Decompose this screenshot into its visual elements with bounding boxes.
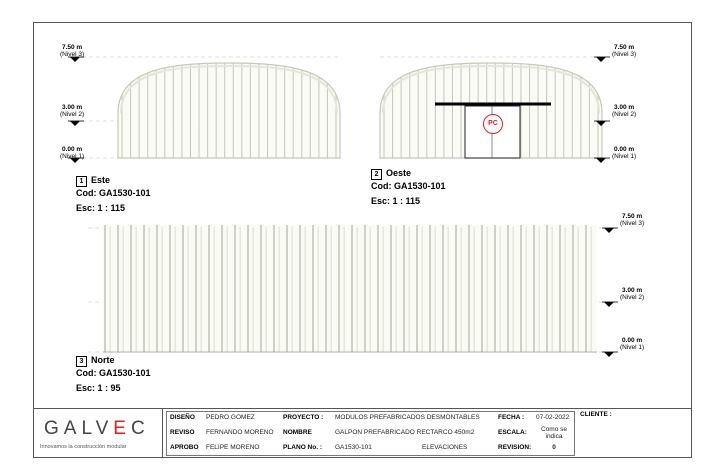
view-scale: Esc: 1 : 115 <box>371 196 421 206</box>
nombre-label: NOMBRE <box>283 429 312 436</box>
view-name: Este <box>91 175 111 185</box>
plano-label: PLANO No. : <box>283 444 322 451</box>
escala-label: ESCALA: <box>498 429 527 436</box>
view-code: Cod: GA1530-101 <box>76 188 151 198</box>
plano-value: GA1530-101 <box>335 444 372 451</box>
level-label-3: 7.50 m (Nivel 3) <box>60 44 85 58</box>
level-marker-icon <box>604 228 614 233</box>
company-logo <box>34 409 163 458</box>
view-code: Cod: GA1530-101 <box>76 368 151 378</box>
cliente-label: CLIENTE : <box>580 411 612 418</box>
view-number: 2 <box>371 169 382 180</box>
view-scale: Esc: 1 : 115 <box>76 203 126 213</box>
plano-description: ELEVACIONES <box>422 444 468 451</box>
brand-tagline: Innovamos la construcción modular <box>40 444 127 450</box>
revision-label: REVISION: <box>498 444 532 451</box>
brand-wordmark: GALVEC <box>44 418 150 439</box>
arch-outline <box>118 63 340 158</box>
proyecto-label: PROYECTO : <box>283 414 324 421</box>
fecha-value: 07-02-2022 <box>536 414 570 421</box>
arch-oeste <box>380 58 602 158</box>
level-marker-icon <box>604 302 614 307</box>
proyecto-value: MODULOS PREFABRICADOS DESMONTABLES <box>335 414 480 421</box>
reviso-value: FERNANDO MORENO <box>206 429 274 436</box>
level-marker-icon <box>596 57 606 62</box>
view-code: Cod: GA1530-101 <box>371 181 446 191</box>
level-label-1: 0.00 m (Nivel 1) <box>60 146 85 160</box>
level-marker-icon <box>604 352 614 357</box>
aprobo-label: APROBO <box>170 444 199 451</box>
view-scale: Esc: 1 : 95 <box>76 383 121 393</box>
nombre-value: GALPON PREFABRICADO RECTARCO 450m2 <box>335 429 475 436</box>
brand-accent-letter: E <box>113 418 131 439</box>
level-label-2: 3.00 m (Nivel 2) <box>60 104 85 118</box>
escala-value: Como se indica <box>540 426 567 440</box>
level-label-2-north: 3.00 m (Nivel 2) <box>620 287 645 301</box>
view-title-norte <box>76 354 151 394</box>
level-marker-icon <box>596 158 606 163</box>
revision-value: 0 <box>552 444 556 451</box>
title-block <box>34 408 691 458</box>
aprobo-value: FELIPE MORENO <box>206 444 260 451</box>
view-number: 3 <box>76 356 87 367</box>
diseno-value: PEDRO GOMEZ <box>206 414 255 421</box>
arch-este <box>118 58 340 158</box>
level-label-1-right: 0.00 m (Nivel 1) <box>612 146 637 160</box>
level-marker-icon <box>70 121 80 126</box>
view-title-este <box>76 174 151 214</box>
fecha-label: FECHA : <box>498 414 525 421</box>
north-wall <box>103 225 597 352</box>
level-label-3-north: 7.50 m (Nivel 3) <box>620 213 645 227</box>
level-label-2-right: 3.00 m (Nivel 2) <box>612 104 637 118</box>
view-name: Oeste <box>386 168 412 178</box>
view-number: 1 <box>76 176 87 187</box>
diseno-label: DISEÑO <box>170 414 195 421</box>
reviso-label: REVISO <box>170 429 195 436</box>
level-label-1-north: 0.00 m (Nivel 1) <box>620 337 645 351</box>
door-tag: PC <box>483 114 503 134</box>
level-label-3-right: 7.50 m (Nivel 3) <box>612 44 637 58</box>
view-name: Norte <box>91 355 115 365</box>
view-title-oeste <box>371 167 446 207</box>
